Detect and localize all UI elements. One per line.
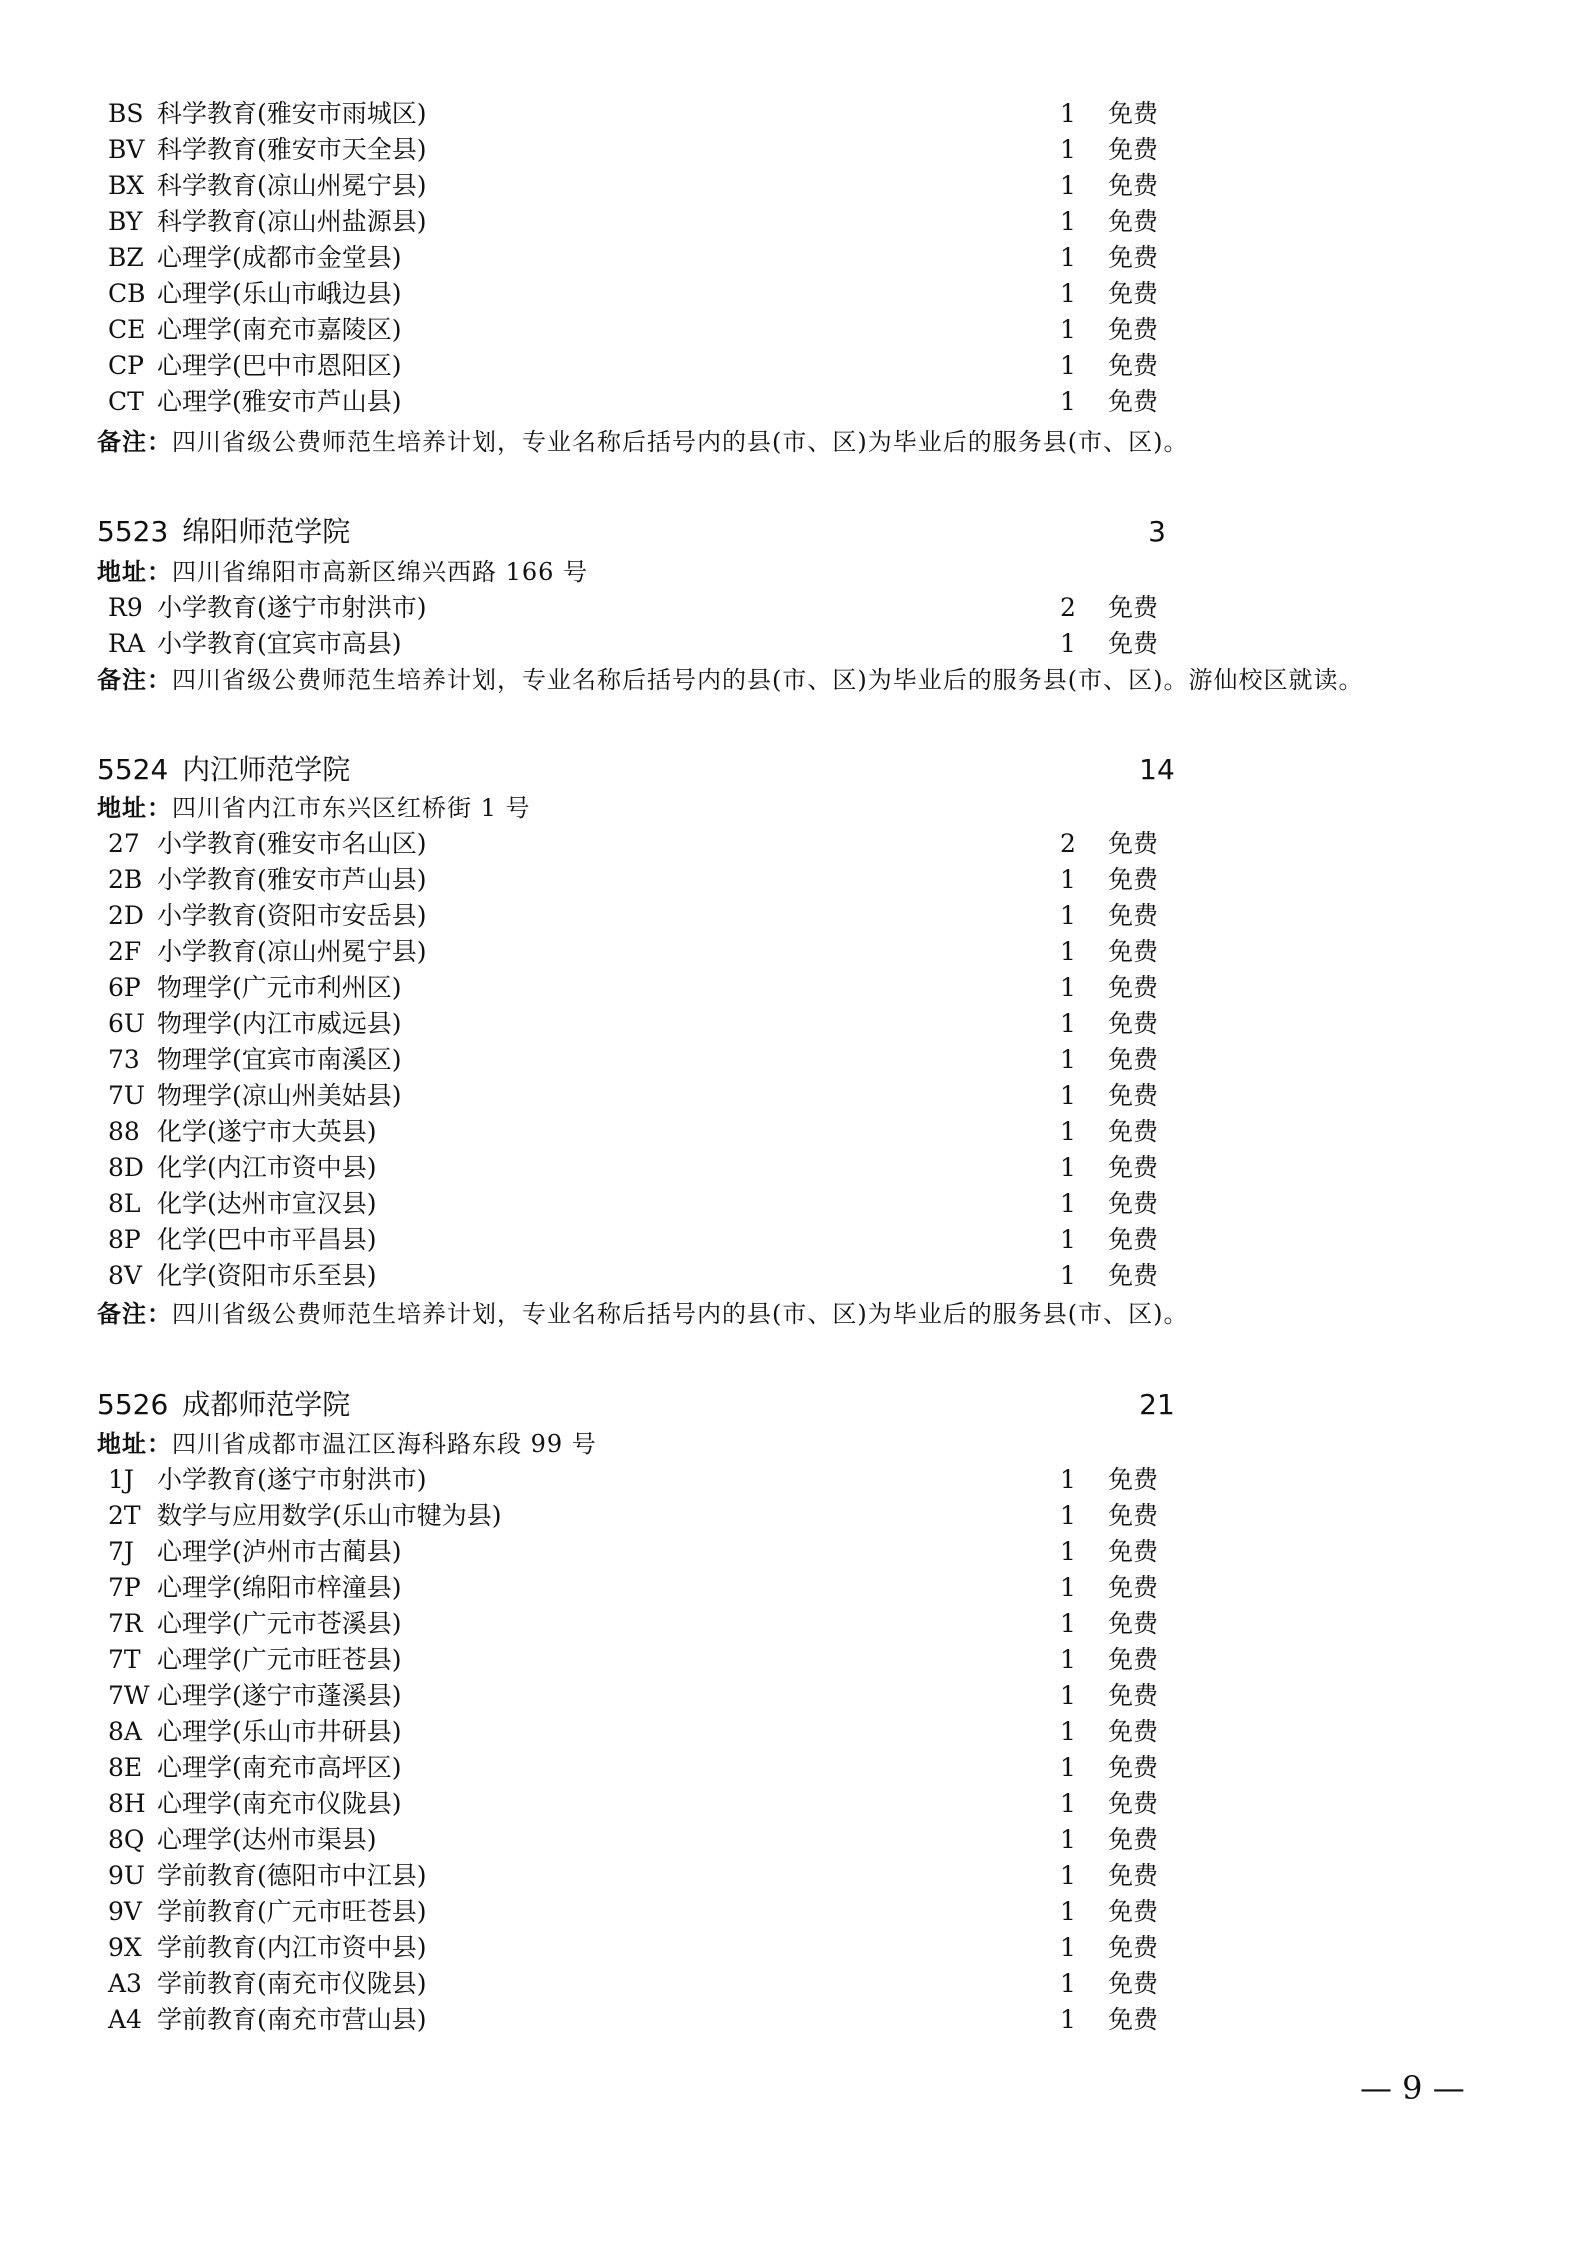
program-count: 1 bbox=[1060, 1573, 1076, 1602]
program-code: 9V bbox=[108, 1897, 142, 1926]
program-fee: 免费 bbox=[1108, 593, 1159, 622]
program-fee: 免费 bbox=[1108, 1045, 1159, 1074]
program-fee: 免费 bbox=[1108, 1681, 1159, 1710]
program-name: 化学(达州市宣汉县) bbox=[157, 1189, 377, 1218]
program-fee: 免费 bbox=[1108, 901, 1159, 930]
program-row bbox=[0, 132, 1587, 168]
program-name: 化学(资阳市乐至县) bbox=[157, 1261, 377, 1290]
program-count: 1 bbox=[1060, 1261, 1076, 1290]
program-fee: 免费 bbox=[1108, 1009, 1159, 1038]
program-fee: 免费 bbox=[1108, 629, 1159, 658]
program-code: 8Q bbox=[108, 1825, 145, 1854]
program-code: 6U bbox=[108, 1009, 145, 1038]
program-fee: 免费 bbox=[1108, 1537, 1159, 1566]
program-code: BS bbox=[108, 99, 144, 128]
program-count: 1 bbox=[1060, 315, 1076, 344]
program-fee: 免费 bbox=[1108, 2005, 1159, 2034]
program-code: 7R bbox=[108, 1609, 143, 1638]
address-text: 四川省绵阳市高新区绵兴西路 166 号 bbox=[172, 558, 589, 586]
program-name: 小学教育(凉山州冕宁县) bbox=[157, 937, 427, 966]
program-count: 1 bbox=[1060, 865, 1076, 894]
remark-text: 四川省级公费师范生培养计划，专业名称后括号内的县(市、区)为毕业后的服务县(市、区)。 bbox=[172, 1300, 1189, 1328]
program-name: 心理学(广元市旺苍县) bbox=[157, 1645, 402, 1674]
program-name: 心理学(广元市苍溪县) bbox=[157, 1609, 402, 1638]
program-code: 8H bbox=[108, 1789, 146, 1818]
institution-name: 成都师范学院 bbox=[182, 1388, 351, 1421]
program-fee: 免费 bbox=[1108, 1117, 1159, 1146]
program-row bbox=[0, 1930, 1587, 1966]
program-count: 1 bbox=[1060, 171, 1076, 200]
program-fee: 免费 bbox=[1108, 1897, 1159, 1926]
program-count: 1 bbox=[1060, 1465, 1076, 1494]
program-count: 1 bbox=[1060, 1753, 1076, 1782]
program-count: 1 bbox=[1060, 1009, 1076, 1038]
program-fee: 免费 bbox=[1108, 387, 1159, 416]
program-name: 小学教育(雅安市名山区) bbox=[157, 829, 427, 858]
program-row bbox=[0, 590, 1587, 626]
program-fee: 免费 bbox=[1108, 1501, 1159, 1530]
program-count: 1 bbox=[1060, 99, 1076, 128]
program-fee: 免费 bbox=[1108, 865, 1159, 894]
program-name: 物理学(广元市利州区) bbox=[157, 973, 402, 1002]
program-code: CP bbox=[108, 351, 144, 380]
program-code: 7T bbox=[108, 1645, 141, 1674]
program-count: 1 bbox=[1060, 901, 1076, 930]
program-name: 化学(遂宁市大英县) bbox=[157, 1117, 377, 1146]
program-count: 1 bbox=[1060, 351, 1076, 380]
program-code: BZ bbox=[108, 243, 144, 272]
program-count: 1 bbox=[1060, 207, 1076, 236]
program-row bbox=[0, 1006, 1587, 1042]
remark-label: 备注： bbox=[97, 1299, 172, 1328]
program-row bbox=[0, 96, 1587, 132]
program-fee: 免费 bbox=[1108, 1225, 1159, 1254]
program-count: 1 bbox=[1060, 1717, 1076, 1746]
program-row bbox=[0, 626, 1587, 662]
program-fee: 免费 bbox=[1108, 1753, 1159, 1782]
program-fee: 免费 bbox=[1108, 1825, 1159, 1854]
program-name: 小学教育(宜宾市高县) bbox=[157, 629, 402, 658]
program-row bbox=[0, 1750, 1587, 1786]
program-count: 1 bbox=[1060, 1861, 1076, 1890]
program-name: 小学教育(遂宁市射洪市) bbox=[157, 593, 427, 622]
address-label: 地址： bbox=[97, 793, 172, 822]
program-name: 学前教育(南充市仪陇县) bbox=[157, 1969, 427, 1998]
program-fee: 免费 bbox=[1108, 171, 1159, 200]
institution-total: 14 bbox=[1139, 753, 1175, 786]
institution-address bbox=[97, 554, 588, 590]
program-row bbox=[0, 1570, 1587, 1606]
institution-total: 21 bbox=[1139, 1388, 1175, 1421]
program-row bbox=[0, 1606, 1587, 1642]
address-text: 四川省成都市温江区海科路东段 99 号 bbox=[172, 1430, 597, 1458]
program-name: 小学教育(雅安市芦山县) bbox=[157, 865, 427, 894]
program-count: 1 bbox=[1060, 243, 1076, 272]
program-name: 小学教育(资阳市安岳县) bbox=[157, 901, 427, 930]
institution-header bbox=[97, 750, 1577, 790]
program-code: 7P bbox=[108, 1573, 141, 1602]
remark-text: 四川省级公费师范生培养计划，专业名称后括号内的县(市、区)为毕业后的服务县(市、区)。游仙校区就读。 bbox=[172, 666, 1364, 694]
program-fee: 免费 bbox=[1108, 1573, 1159, 1602]
program-fee: 免费 bbox=[1108, 351, 1159, 380]
institution-code: 5524 bbox=[97, 753, 169, 786]
program-fee: 免费 bbox=[1108, 1789, 1159, 1818]
remark-text: 四川省级公费师范生培养计划，专业名称后括号内的县(市、区)为毕业后的服务县(市、区)。 bbox=[172, 428, 1189, 456]
program-code: 8E bbox=[108, 1753, 143, 1782]
institution-total: 3 bbox=[1148, 515, 1166, 548]
institution-address bbox=[97, 1426, 597, 1462]
program-code: A4 bbox=[108, 2005, 142, 2034]
institution-address bbox=[97, 790, 531, 826]
program-code: CE bbox=[108, 315, 146, 344]
program-fee: 免费 bbox=[1108, 1261, 1159, 1290]
remark bbox=[97, 1296, 1188, 1332]
address-label: 地址： bbox=[97, 557, 172, 586]
program-code: 2D bbox=[108, 901, 144, 930]
program-row bbox=[0, 384, 1587, 420]
program-row bbox=[0, 348, 1587, 384]
institution-name: 内江师范学院 bbox=[182, 753, 351, 786]
program-row bbox=[0, 1678, 1587, 1714]
program-row bbox=[0, 970, 1587, 1006]
program-code: 9U bbox=[108, 1861, 145, 1890]
program-count: 1 bbox=[1060, 2005, 1076, 2034]
institution-header bbox=[97, 1385, 1577, 1425]
program-count: 1 bbox=[1060, 1501, 1076, 1530]
program-row bbox=[0, 1534, 1587, 1570]
program-fee: 免费 bbox=[1108, 99, 1159, 128]
program-code: 1J bbox=[108, 1465, 134, 1494]
program-count: 1 bbox=[1060, 1081, 1076, 1110]
program-code: 8V bbox=[108, 1261, 142, 1290]
program-name: 心理学(南充市高坪区) bbox=[157, 1753, 402, 1782]
remark bbox=[97, 424, 1188, 460]
program-row bbox=[0, 826, 1587, 862]
program-name: 心理学(南充市嘉陵区) bbox=[157, 315, 402, 344]
address-text: 四川省内江市东兴区红桥街 1 号 bbox=[172, 794, 531, 822]
program-fee: 免费 bbox=[1108, 135, 1159, 164]
program-row bbox=[0, 1714, 1587, 1750]
program-name: 化学(巴中市平昌县) bbox=[157, 1225, 377, 1254]
program-count: 1 bbox=[1060, 1933, 1076, 1962]
program-code: BX bbox=[108, 171, 145, 200]
program-name: 心理学(巴中市恩阳区) bbox=[157, 351, 402, 380]
program-row bbox=[0, 1786, 1587, 1822]
program-code: 2F bbox=[108, 937, 142, 966]
program-fee: 免费 bbox=[1108, 279, 1159, 308]
program-code: 8D bbox=[108, 1153, 144, 1182]
program-row bbox=[0, 168, 1587, 204]
program-count: 1 bbox=[1060, 1825, 1076, 1854]
program-name: 学前教育(德阳市中江县) bbox=[157, 1861, 427, 1890]
institution-name: 绵阳师范学院 bbox=[182, 515, 351, 548]
program-row bbox=[0, 1966, 1587, 2002]
program-fee: 免费 bbox=[1108, 243, 1159, 272]
program-row bbox=[0, 898, 1587, 934]
program-fee: 免费 bbox=[1108, 207, 1159, 236]
remark-label: 备注： bbox=[97, 665, 172, 694]
program-name: 数学与应用数学(乐山市犍为县) bbox=[157, 1501, 502, 1530]
program-count: 1 bbox=[1060, 1225, 1076, 1254]
program-row bbox=[0, 1150, 1587, 1186]
program-count: 1 bbox=[1060, 1645, 1076, 1674]
program-row bbox=[0, 1258, 1587, 1294]
program-name: 物理学(内江市威远县) bbox=[157, 1009, 402, 1038]
program-count: 1 bbox=[1060, 279, 1076, 308]
program-row bbox=[0, 1894, 1587, 1930]
program-name: 心理学(绵阳市梓潼县) bbox=[157, 1573, 402, 1602]
program-fee: 免费 bbox=[1108, 829, 1159, 858]
program-count: 1 bbox=[1060, 1681, 1076, 1710]
program-code: BV bbox=[108, 135, 145, 164]
program-count: 2 bbox=[1060, 593, 1076, 622]
program-count: 1 bbox=[1060, 937, 1076, 966]
program-count: 1 bbox=[1060, 973, 1076, 1002]
program-code: A3 bbox=[108, 1969, 142, 1998]
program-name: 物理学(凉山州美姑县) bbox=[157, 1081, 402, 1110]
program-name: 心理学(乐山市峨边县) bbox=[157, 279, 402, 308]
program-code: 8P bbox=[108, 1225, 141, 1254]
address-label: 地址： bbox=[97, 1429, 172, 1458]
program-code: BY bbox=[108, 207, 143, 236]
program-code: 88 bbox=[108, 1117, 140, 1146]
program-code: 7W bbox=[108, 1681, 150, 1710]
program-row bbox=[0, 1462, 1587, 1498]
program-fee: 免费 bbox=[1108, 1465, 1159, 1494]
program-code: 7J bbox=[108, 1537, 134, 1566]
program-code: 27 bbox=[108, 829, 140, 858]
program-name: 物理学(宜宾市南溪区) bbox=[157, 1045, 402, 1074]
program-row bbox=[0, 312, 1587, 348]
program-code: 2T bbox=[108, 1501, 141, 1530]
program-code: 7U bbox=[108, 1081, 145, 1110]
program-fee: 免费 bbox=[1108, 1153, 1159, 1182]
program-name: 科学教育(雅安市雨城区) bbox=[157, 99, 427, 128]
program-fee: 免费 bbox=[1108, 1969, 1159, 1998]
program-fee: 免费 bbox=[1108, 1645, 1159, 1674]
program-count: 1 bbox=[1060, 629, 1076, 658]
program-fee: 免费 bbox=[1108, 1189, 1159, 1218]
program-count: 1 bbox=[1060, 1789, 1076, 1818]
program-fee: 免费 bbox=[1108, 1861, 1159, 1890]
program-fee: 免费 bbox=[1108, 1933, 1159, 1962]
program-row bbox=[0, 1858, 1587, 1894]
program-code: 8L bbox=[108, 1189, 141, 1218]
program-row bbox=[0, 1114, 1587, 1150]
program-row bbox=[0, 1186, 1587, 1222]
program-fee: 免费 bbox=[1108, 1609, 1159, 1638]
program-row bbox=[0, 1498, 1587, 1534]
remark-label: 备注： bbox=[97, 427, 172, 456]
institution-header bbox=[97, 512, 1577, 552]
program-name: 科学教育(凉山州盐源县) bbox=[157, 207, 427, 236]
program-count: 1 bbox=[1060, 1153, 1076, 1182]
program-name: 心理学(遂宁市蓬溪县) bbox=[157, 1681, 402, 1710]
program-row bbox=[0, 240, 1587, 276]
institution-code: 5526 bbox=[97, 1388, 169, 1421]
program-count: 1 bbox=[1060, 135, 1076, 164]
program-code: 2B bbox=[108, 865, 143, 894]
program-row bbox=[0, 1222, 1587, 1258]
program-row bbox=[0, 1822, 1587, 1858]
program-count: 1 bbox=[1060, 1609, 1076, 1638]
program-code: 73 bbox=[108, 1045, 140, 1074]
program-row bbox=[0, 1642, 1587, 1678]
program-fee: 免费 bbox=[1108, 1081, 1159, 1110]
program-count: 1 bbox=[1060, 1045, 1076, 1074]
program-count: 1 bbox=[1060, 1537, 1076, 1566]
program-count: 1 bbox=[1060, 1117, 1076, 1146]
program-name: 学前教育(南充市营山县) bbox=[157, 2005, 427, 2034]
program-name: 心理学(成都市金堂县) bbox=[157, 243, 402, 272]
program-row bbox=[0, 862, 1587, 898]
program-name: 心理学(达州市渠县) bbox=[157, 1825, 377, 1854]
program-row bbox=[0, 204, 1587, 240]
remark bbox=[97, 662, 1363, 698]
program-code: 6P bbox=[108, 973, 141, 1002]
program-code: R9 bbox=[108, 593, 143, 622]
program-name: 小学教育(遂宁市射洪市) bbox=[157, 1465, 427, 1494]
program-count: 1 bbox=[1060, 1189, 1076, 1218]
program-name: 心理学(泸州市古蔺县) bbox=[157, 1537, 402, 1566]
program-name: 化学(内江市资中县) bbox=[157, 1153, 377, 1182]
program-code: RA bbox=[108, 629, 145, 658]
program-fee: 免费 bbox=[1108, 315, 1159, 344]
program-row bbox=[0, 1042, 1587, 1078]
program-code: 9X bbox=[108, 1933, 142, 1962]
program-row bbox=[0, 1078, 1587, 1114]
program-name: 心理学(雅安市芦山县) bbox=[157, 387, 402, 416]
program-name: 心理学(乐山市井研县) bbox=[157, 1717, 402, 1746]
program-name: 心理学(南充市仪陇县) bbox=[157, 1789, 402, 1818]
program-name: 学前教育(内江市资中县) bbox=[157, 1933, 427, 1962]
program-name: 科学教育(凉山州冕宁县) bbox=[157, 171, 427, 200]
program-name: 学前教育(广元市旺苍县) bbox=[157, 1897, 427, 1926]
program-fee: 免费 bbox=[1108, 1717, 1159, 1746]
page-number: — 9 — bbox=[1360, 2069, 1465, 2107]
program-code: CT bbox=[108, 387, 144, 416]
program-count: 1 bbox=[1060, 1969, 1076, 1998]
program-name: 科学教育(雅安市天全县) bbox=[157, 135, 427, 164]
program-fee: 免费 bbox=[1108, 973, 1159, 1002]
program-row bbox=[0, 276, 1587, 312]
institution-code: 5523 bbox=[97, 515, 169, 548]
program-row bbox=[0, 2002, 1587, 2038]
program-count: 1 bbox=[1060, 387, 1076, 416]
program-fee: 免费 bbox=[1108, 937, 1159, 966]
program-count: 1 bbox=[1060, 1897, 1076, 1926]
program-code: CB bbox=[108, 279, 146, 308]
program-code: 8A bbox=[108, 1717, 142, 1746]
program-count: 2 bbox=[1060, 829, 1076, 858]
program-row bbox=[0, 934, 1587, 970]
